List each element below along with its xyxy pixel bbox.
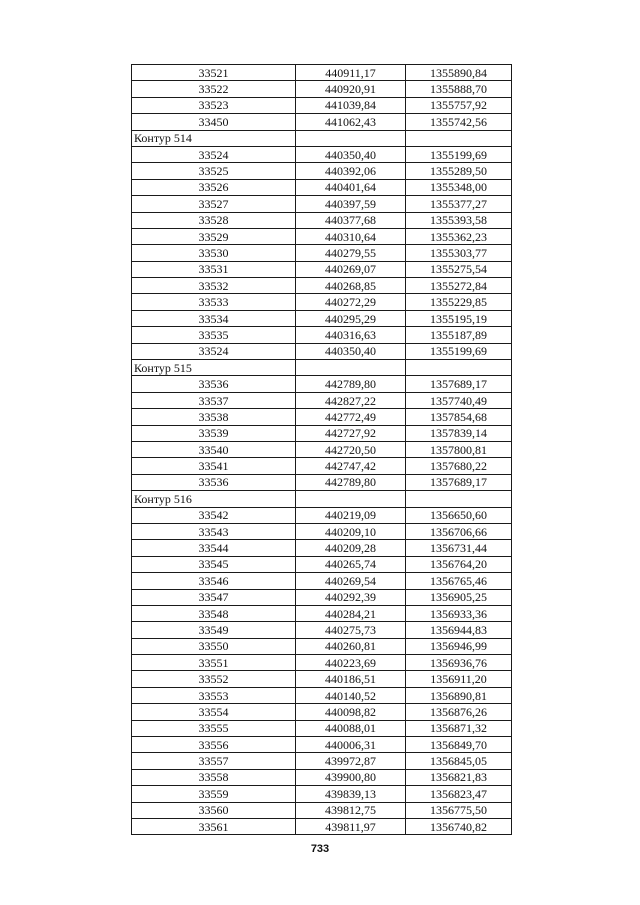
point-number-cell: 33521: [132, 65, 296, 81]
empty-cell: [296, 491, 406, 507]
y-coordinate-cell: 1355377,27: [406, 196, 512, 212]
table-row: [132, 163, 512, 179]
table-row: [132, 97, 512, 113]
x-coordinate-cell: 442772,49: [296, 409, 406, 425]
x-coordinate-cell: 442720,50: [296, 441, 406, 457]
point-number-cell: 33559: [132, 786, 296, 802]
coordinates-table-body: [132, 65, 512, 835]
point-number-cell: 33558: [132, 769, 296, 785]
x-coordinate-cell: 440098,82: [296, 704, 406, 720]
y-coordinate-cell: 1355272,84: [406, 278, 512, 294]
y-coordinate-cell: 1356876,26: [406, 704, 512, 720]
y-coordinate-cell: 1356845,05: [406, 753, 512, 769]
table-row: [132, 556, 512, 572]
x-coordinate-cell: 440209,10: [296, 523, 406, 539]
x-coordinate-cell: 440275,73: [296, 622, 406, 638]
y-coordinate-cell: 1355275,54: [406, 261, 512, 277]
x-coordinate-cell: 440911,17: [296, 65, 406, 81]
table-row: [132, 655, 512, 671]
contour-header-label: Контур 516: [132, 491, 296, 507]
x-coordinate-cell: 440279,55: [296, 245, 406, 261]
y-coordinate-cell: 1356764,20: [406, 556, 512, 572]
point-number-cell: 33546: [132, 573, 296, 589]
x-coordinate-cell: 439812,75: [296, 802, 406, 818]
coordinates-table: [131, 64, 512, 835]
y-coordinate-cell: 1356823,47: [406, 786, 512, 802]
y-coordinate-cell: 1355757,92: [406, 97, 512, 113]
table-row: [132, 753, 512, 769]
x-coordinate-cell: 440292,39: [296, 589, 406, 605]
empty-cell: [406, 360, 512, 376]
point-number-cell: 33561: [132, 818, 296, 834]
table-row: [132, 278, 512, 294]
table-row: [132, 769, 512, 785]
table-row: [132, 441, 512, 457]
table-row: [132, 605, 512, 621]
x-coordinate-cell: 441039,84: [296, 97, 406, 113]
x-coordinate-cell: 442827,22: [296, 392, 406, 408]
empty-cell: [406, 130, 512, 146]
point-number-cell: 33527: [132, 196, 296, 212]
table-row: [132, 425, 512, 441]
x-coordinate-cell: 440269,07: [296, 261, 406, 277]
y-coordinate-cell: 1356871,32: [406, 720, 512, 736]
table-row: [132, 343, 512, 359]
point-number-cell: 33548: [132, 605, 296, 621]
x-coordinate-cell: 440316,63: [296, 327, 406, 343]
point-number-cell: 33560: [132, 802, 296, 818]
table-row: [132, 818, 512, 834]
table-row: [132, 704, 512, 720]
y-coordinate-cell: 1356706,66: [406, 523, 512, 539]
point-number-cell: 33551: [132, 655, 296, 671]
point-number-cell: 33549: [132, 622, 296, 638]
y-coordinate-cell: 1356944,83: [406, 622, 512, 638]
table-row: [132, 802, 512, 818]
y-coordinate-cell: 1355362,23: [406, 228, 512, 244]
table-row: [132, 81, 512, 97]
table-row: [132, 392, 512, 408]
y-coordinate-cell: 1356933,36: [406, 605, 512, 621]
point-number-cell: 33543: [132, 523, 296, 539]
x-coordinate-cell: 440140,52: [296, 687, 406, 703]
table-row: [132, 327, 512, 343]
y-coordinate-cell: 1357680,22: [406, 458, 512, 474]
point-number-cell: 33542: [132, 507, 296, 523]
point-number-cell: 33536: [132, 474, 296, 490]
table-row: [132, 65, 512, 81]
table-row: [132, 671, 512, 687]
table-row: [132, 376, 512, 392]
table-row: [132, 573, 512, 589]
x-coordinate-cell: 440209,28: [296, 540, 406, 556]
y-coordinate-cell: 1356740,82: [406, 818, 512, 834]
x-coordinate-cell: 440284,21: [296, 605, 406, 621]
point-number-cell: 33526: [132, 179, 296, 195]
empty-cell: [296, 360, 406, 376]
point-number-cell: 33525: [132, 163, 296, 179]
y-coordinate-cell: 1355742,56: [406, 114, 512, 130]
table-row: [132, 720, 512, 736]
x-coordinate-cell: 440295,29: [296, 310, 406, 326]
contour-header-row: [132, 491, 512, 507]
point-number-cell: 33545: [132, 556, 296, 572]
table-row: [132, 589, 512, 605]
y-coordinate-cell: 1356821,83: [406, 769, 512, 785]
y-coordinate-cell: 1355890,84: [406, 65, 512, 81]
y-coordinate-cell: 1356911,20: [406, 671, 512, 687]
y-coordinate-cell: 1355199,69: [406, 343, 512, 359]
contour-header-label: Контур 515: [132, 360, 296, 376]
point-number-cell: 33531: [132, 261, 296, 277]
x-coordinate-cell: 440350,40: [296, 343, 406, 359]
y-coordinate-cell: 1355187,89: [406, 327, 512, 343]
x-coordinate-cell: 439972,87: [296, 753, 406, 769]
point-number-cell: 33552: [132, 671, 296, 687]
y-coordinate-cell: 1357689,17: [406, 376, 512, 392]
table-row: [132, 228, 512, 244]
x-coordinate-cell: 440186,51: [296, 671, 406, 687]
point-number-cell: 33555: [132, 720, 296, 736]
y-coordinate-cell: 1357854,68: [406, 409, 512, 425]
table-row: [132, 245, 512, 261]
point-number-cell: 33553: [132, 687, 296, 703]
x-coordinate-cell: 440219,09: [296, 507, 406, 523]
x-coordinate-cell: 440006,31: [296, 737, 406, 753]
table-row: [132, 622, 512, 638]
x-coordinate-cell: 439839,13: [296, 786, 406, 802]
contour-header-row: [132, 360, 512, 376]
x-coordinate-cell: 440392,06: [296, 163, 406, 179]
point-number-cell: 33524: [132, 343, 296, 359]
point-number-cell: 33536: [132, 376, 296, 392]
x-coordinate-cell: 442727,92: [296, 425, 406, 441]
table-row: [132, 146, 512, 162]
y-coordinate-cell: 1356890,81: [406, 687, 512, 703]
table-row: [132, 294, 512, 310]
y-coordinate-cell: 1356775,50: [406, 802, 512, 818]
x-coordinate-cell: 440272,29: [296, 294, 406, 310]
y-coordinate-cell: 1356650,60: [406, 507, 512, 523]
table-row: [132, 196, 512, 212]
point-number-cell: 33544: [132, 540, 296, 556]
y-coordinate-cell: 1356946,99: [406, 638, 512, 654]
point-number-cell: 33530: [132, 245, 296, 261]
point-number-cell: 33529: [132, 228, 296, 244]
table-row: [132, 409, 512, 425]
x-coordinate-cell: 440920,91: [296, 81, 406, 97]
y-coordinate-cell: 1355289,50: [406, 163, 512, 179]
y-coordinate-cell: 1357689,17: [406, 474, 512, 490]
point-number-cell: 33547: [132, 589, 296, 605]
table-row: [132, 261, 512, 277]
y-coordinate-cell: 1357800,81: [406, 441, 512, 457]
point-number-cell: 33450: [132, 114, 296, 130]
table-row: [132, 114, 512, 130]
table-row: [132, 737, 512, 753]
x-coordinate-cell: 440268,85: [296, 278, 406, 294]
point-number-cell: 33528: [132, 212, 296, 228]
y-coordinate-cell: 1357839,14: [406, 425, 512, 441]
point-number-cell: 33541: [132, 458, 296, 474]
table-row: [132, 212, 512, 228]
point-number-cell: 33523: [132, 97, 296, 113]
table-row: [132, 179, 512, 195]
y-coordinate-cell: 1357740,49: [406, 392, 512, 408]
y-coordinate-cell: 1356849,70: [406, 737, 512, 753]
x-coordinate-cell: 440265,74: [296, 556, 406, 572]
x-coordinate-cell: 440397,59: [296, 196, 406, 212]
point-number-cell: 33554: [132, 704, 296, 720]
point-number-cell: 33532: [132, 278, 296, 294]
y-coordinate-cell: 1355229,85: [406, 294, 512, 310]
y-coordinate-cell: 1355348,00: [406, 179, 512, 195]
point-number-cell: 33540: [132, 441, 296, 457]
empty-cell: [406, 491, 512, 507]
y-coordinate-cell: 1356731,44: [406, 540, 512, 556]
point-number-cell: 33556: [132, 737, 296, 753]
x-coordinate-cell: 440260,81: [296, 638, 406, 654]
empty-cell: [296, 130, 406, 146]
table-row: [132, 310, 512, 326]
point-number-cell: 33534: [132, 310, 296, 326]
y-coordinate-cell: 1355199,69: [406, 146, 512, 162]
y-coordinate-cell: 1355888,70: [406, 81, 512, 97]
point-number-cell: 33557: [132, 753, 296, 769]
point-number-cell: 33537: [132, 392, 296, 408]
point-number-cell: 33533: [132, 294, 296, 310]
y-coordinate-cell: 1356936,76: [406, 655, 512, 671]
x-coordinate-cell: 439811,97: [296, 818, 406, 834]
point-number-cell: 33535: [132, 327, 296, 343]
y-coordinate-cell: 1355303,77: [406, 245, 512, 261]
table-row: [132, 523, 512, 539]
y-coordinate-cell: 1356765,46: [406, 573, 512, 589]
x-coordinate-cell: 442789,80: [296, 474, 406, 490]
x-coordinate-cell: 439900,80: [296, 769, 406, 785]
point-number-cell: 33550: [132, 638, 296, 654]
x-coordinate-cell: 442747,42: [296, 458, 406, 474]
x-coordinate-cell: 440350,40: [296, 146, 406, 162]
x-coordinate-cell: 440401,64: [296, 179, 406, 195]
x-coordinate-cell: 440223,69: [296, 655, 406, 671]
table-row: [132, 540, 512, 556]
x-coordinate-cell: 441062,43: [296, 114, 406, 130]
page-number: 733: [310, 843, 330, 855]
x-coordinate-cell: 440310,64: [296, 228, 406, 244]
x-coordinate-cell: 442789,80: [296, 376, 406, 392]
point-number-cell: 33538: [132, 409, 296, 425]
y-coordinate-cell: 1356905,25: [406, 589, 512, 605]
contour-header-label: Контур 514: [132, 130, 296, 146]
x-coordinate-cell: 440377,68: [296, 212, 406, 228]
x-coordinate-cell: 440088,01: [296, 720, 406, 736]
y-coordinate-cell: 1355393,58: [406, 212, 512, 228]
table-row: [132, 687, 512, 703]
table-row: [132, 786, 512, 802]
table-row: [132, 458, 512, 474]
point-number-cell: 33522: [132, 81, 296, 97]
table-row: [132, 507, 512, 523]
table-row: [132, 638, 512, 654]
point-number-cell: 33539: [132, 425, 296, 441]
table-row: [132, 474, 512, 490]
x-coordinate-cell: 440269,54: [296, 573, 406, 589]
y-coordinate-cell: 1355195,19: [406, 310, 512, 326]
point-number-cell: 33524: [132, 146, 296, 162]
contour-header-row: [132, 130, 512, 146]
